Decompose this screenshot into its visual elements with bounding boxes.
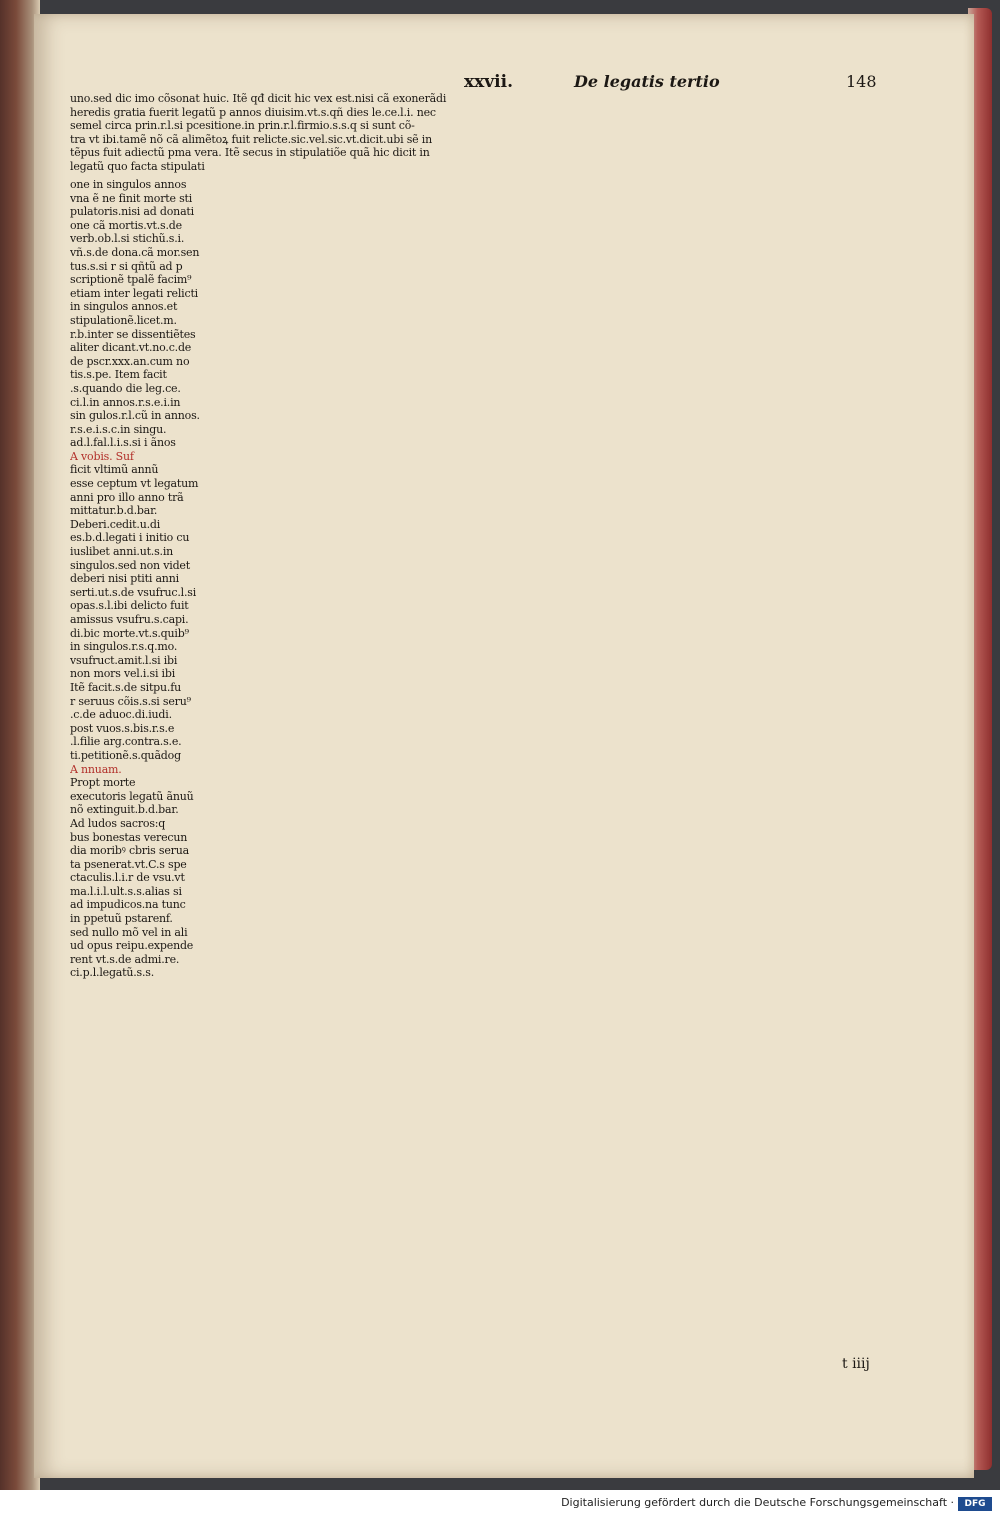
- text-line: opas.s.l.ibi delicto fuit: [70, 599, 189, 613]
- text-line: serti.ut.s.de vsufruc.l.si: [70, 585, 197, 599]
- gloss-bottom-left: [70, 1086, 460, 1366]
- gloss-right-column: [710, 190, 910, 1105]
- text-line: heredis gratia fuerit legatũ p annos diuisim.vt.s.qñ dies le.ce.l.i. nec: [70, 105, 436, 119]
- text-line: ci.p.l.legatũ.s.s.: [70, 966, 155, 980]
- text-line: r.s.e.i.s.c.in singu.: [70, 422, 167, 436]
- text-line: one in singulos annos: [70, 178, 187, 191]
- funding-credit: Digitalisierung gefördert durch die Deutsche Forschungsgemeinschaft ·: [561, 1496, 954, 1509]
- gloss-bottom-right: [462, 1096, 902, 1366]
- text-line: de pscr.xxx.an.cum no: [70, 354, 190, 368]
- book-page: [34, 14, 974, 1478]
- text-line: nõ extinguit.b.d.bar.: [70, 803, 179, 817]
- text-line: ficit vltimũ annũ: [70, 463, 159, 477]
- text-line: vna ẽ ne finit morte sti: [70, 191, 193, 205]
- text-line: r seruus cõis.s.si seru⁹: [70, 694, 191, 708]
- text-line: sin gulos.r.l.cũ in annos.: [70, 409, 200, 423]
- text-line: Propt morte: [70, 776, 136, 790]
- text-line: anni pro illo anno trã: [70, 490, 184, 504]
- text-line: tus.s.si r si qñtũ ad p: [70, 259, 183, 273]
- text-line: ctaculis.l.i.r de vsu.vt: [70, 871, 185, 885]
- signature-mark: t iiij: [842, 1356, 870, 1372]
- text-line: aliter dicant.vt.no.c.de: [70, 341, 192, 355]
- text-line: singulos.sed non videt: [70, 558, 190, 572]
- text-line: post vuos.s.bis.r.s.e: [70, 721, 175, 735]
- text-line: semel circa prin.r.l.si pcesitione.in prin.r.l.firmio.s.s.q si sunt cõ-: [70, 119, 415, 133]
- text-line: tra vt ibi.tamẽ nõ cã alimẽtoꝝ fuit relicte.sic.vel.sic.vt.dicit.ubi sẽ in: [70, 132, 432, 146]
- text-line: esse ceptum vt legatum: [70, 477, 199, 491]
- text-line: amissus vsufru.s.capi.: [70, 613, 189, 626]
- text-line: deberi nisi ptiti anni: [70, 572, 179, 586]
- text-line: es.b.d.legati i initio cu: [70, 531, 190, 545]
- text-line: ta psenerat.vt.C.s spe: [70, 857, 187, 871]
- gloss-top-left: [70, 92, 460, 178]
- text-line: one cã mortis.vt.s.de: [70, 218, 182, 232]
- main-text-column-1: [212, 200, 462, 1080]
- text-line: dia moribꝰ cbris serua: [70, 844, 189, 858]
- text-line: iuslibet anni.ut.s.in: [70, 545, 174, 559]
- text-line: A nnuam.: [70, 762, 122, 776]
- gloss-left-column: [70, 178, 200, 1108]
- text-line: pulatoris.nisi ad donati: [70, 205, 194, 219]
- text-line: stipulationẽ.licet.m.: [70, 313, 177, 327]
- text-line: vñ.s.de dona.cã mor.sen: [70, 245, 200, 259]
- text-line: ud opus reipu.expende: [70, 939, 194, 953]
- text-line: legatũ quo facta stipulati: [70, 159, 205, 173]
- text-line: ma.l.i.l.ult.s.s.alias si: [70, 884, 182, 898]
- running-title: De legatis tertio: [574, 72, 720, 91]
- text-line: executoris legatũ ãnuũ: [70, 789, 194, 803]
- text-line: vsufruct.amit.l.si ibi: [70, 653, 178, 667]
- text-line: ti.petitionẽ.s.quãdog: [70, 748, 181, 762]
- text-line: sed nullo mõ vel in ali: [70, 925, 188, 939]
- text-line: di.bic morte.vt.s.quib⁹: [70, 626, 189, 640]
- text-line: tẽpus fuit adiectũ pma vera. Itẽ secus in stipulatiõe quã hic dicit in: [70, 146, 430, 160]
- text-line: .c.de aduoc.di.iudi.: [70, 708, 172, 722]
- text-line: r.b.inter se dissentiẽtes: [70, 327, 196, 341]
- text-line: in ppetuũ pstarenf.: [70, 912, 173, 926]
- text-line: rent vt.s.de admi.re.: [70, 952, 180, 966]
- main-text-column-2: [468, 200, 720, 1080]
- gloss-top-right: [462, 106, 902, 192]
- text-line: bus bonestas verecun: [70, 830, 188, 844]
- text-line: tis.s.pe. Item facit: [70, 368, 167, 382]
- text-line: non mors vel.i.si ibi: [70, 667, 176, 681]
- text-line: ci.l.in annos.r.s.e.i.in: [70, 395, 181, 409]
- text-line: scriptionẽ tpalẽ facim⁹: [70, 273, 192, 287]
- text-line: .l.filie arg.contra.s.e.: [70, 735, 182, 749]
- text-line: etiam inter legati relicti: [70, 286, 198, 300]
- text-line: A vobis. Suf: [70, 449, 134, 463]
- text-line: .s.quando die leg.ce.: [70, 381, 181, 395]
- text-line: mittatur.b.d.bar.: [70, 504, 158, 518]
- text-line: Deberi.cedit.u.di: [70, 517, 161, 531]
- text-line: Itẽ facit.s.de sitpu.fu: [70, 680, 181, 694]
- text-line: in singulos.r.s.q.mo.: [70, 640, 178, 654]
- text-line: Ad ludos sacros:q: [70, 816, 166, 830]
- page-number: 148: [846, 72, 877, 91]
- dfg-logo: DFG: [958, 1497, 992, 1511]
- text-line: verb.ob.l.si stichũ.s.i.: [70, 232, 185, 246]
- text-line: uno.sed dic imo cõsonat huic. Itẽ qđ dicit hic vex est.nisi cã exonerãdi: [70, 92, 447, 105]
- folio-number: xxvii.: [464, 72, 513, 92]
- text-line: in singulos annos.et: [70, 300, 178, 314]
- left-margin-fragments: [34, 44, 70, 1124]
- text-line: ad impudicos.na tunc: [70, 898, 186, 912]
- text-line: ad.l.fal.l.i.s.si i ãnos: [70, 436, 176, 450]
